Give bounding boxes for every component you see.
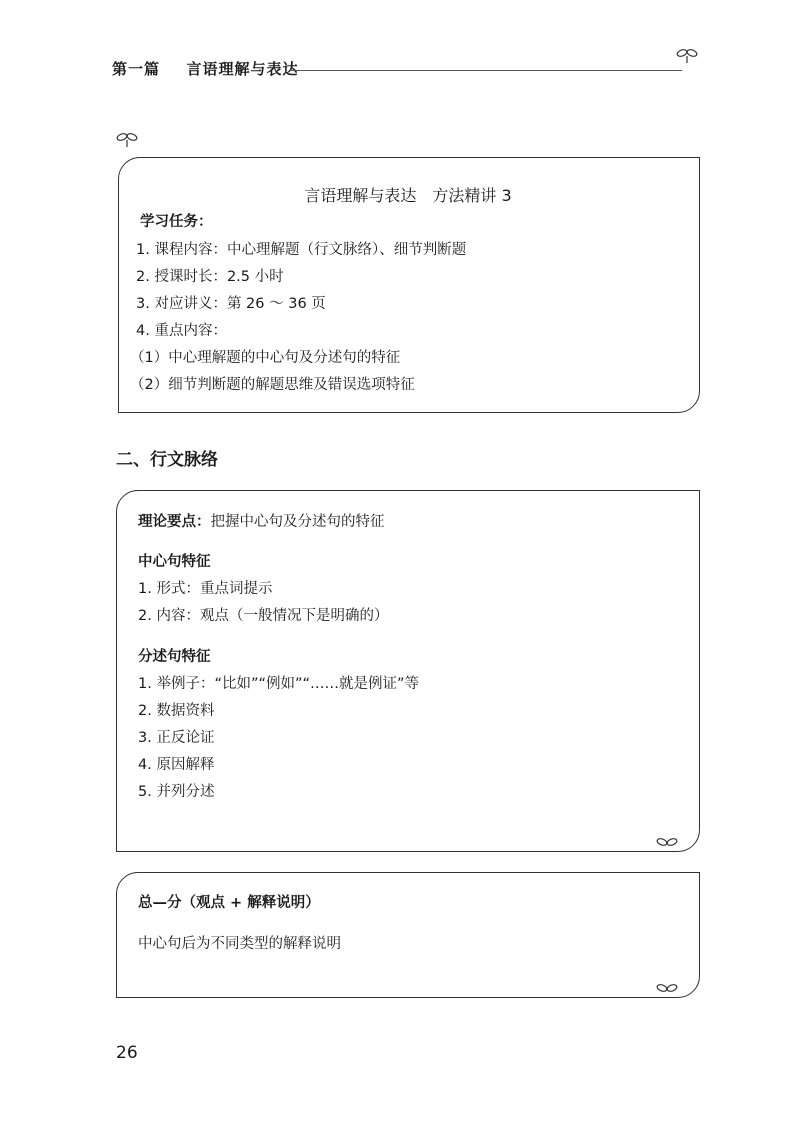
supporting-sentence-heading: 分述句特征: [138, 649, 211, 665]
task-item: 2. 授课时长：2.5 小时: [136, 269, 284, 285]
sprout-icon: [116, 132, 138, 148]
theory-key-text: 把握中心句及分述句的特征: [210, 514, 385, 530]
supporting-item: 4. 原因解释: [138, 757, 215, 773]
central-item: 1. 形式：重点词提示: [138, 581, 273, 597]
theory-key-point: [138, 510, 385, 531]
supporting-item: 2. 数据资料: [138, 703, 215, 719]
section-heading: 二、行文脉络: [116, 450, 218, 470]
task-item: （1）中心理解题的中心句及分述句的特征: [130, 350, 401, 366]
sprout-icon: [656, 980, 678, 996]
supporting-item: 1. 举例子：“比如”“例如”“……就是例证”等: [138, 676, 420, 692]
running-header: [112, 58, 299, 79]
sprout-icon: [656, 834, 678, 850]
task-item: （2）细节判断题的解题思维及错误选项特征: [130, 377, 415, 393]
sprout-icon: [676, 48, 698, 64]
structure-text: 中心句后为不同类型的解释说明: [138, 936, 341, 952]
theory-key-label: 理论要点：: [138, 514, 211, 530]
task-item: 4. 重点内容：: [136, 323, 227, 339]
supporting-item: 5. 并列分述: [138, 784, 215, 800]
page-number: 26: [116, 1043, 138, 1063]
supporting-item: 3. 正反论证: [138, 730, 215, 746]
central-sentence-heading: 中心句特征: [138, 554, 211, 570]
header-rule: [290, 70, 682, 71]
central-item: 2. 内容：观点（一般情况下是明确的）: [138, 608, 389, 624]
structure-heading: 总—分（观点 + 解释说明）: [138, 895, 320, 911]
lesson-title: 言语理解与表达 方法精讲 3: [304, 186, 512, 205]
chapter-label: 第一篇: [112, 60, 161, 78]
task-subtitle: 学习任务：: [140, 214, 213, 230]
chapter-title: 言语理解与表达: [186, 60, 299, 78]
task-item: 3. 对应讲义：第 26 ～ 36 页: [136, 296, 326, 312]
task-item: 1. 课程内容：中心理解题（行文脉络）、细节判断题: [136, 242, 467, 258]
